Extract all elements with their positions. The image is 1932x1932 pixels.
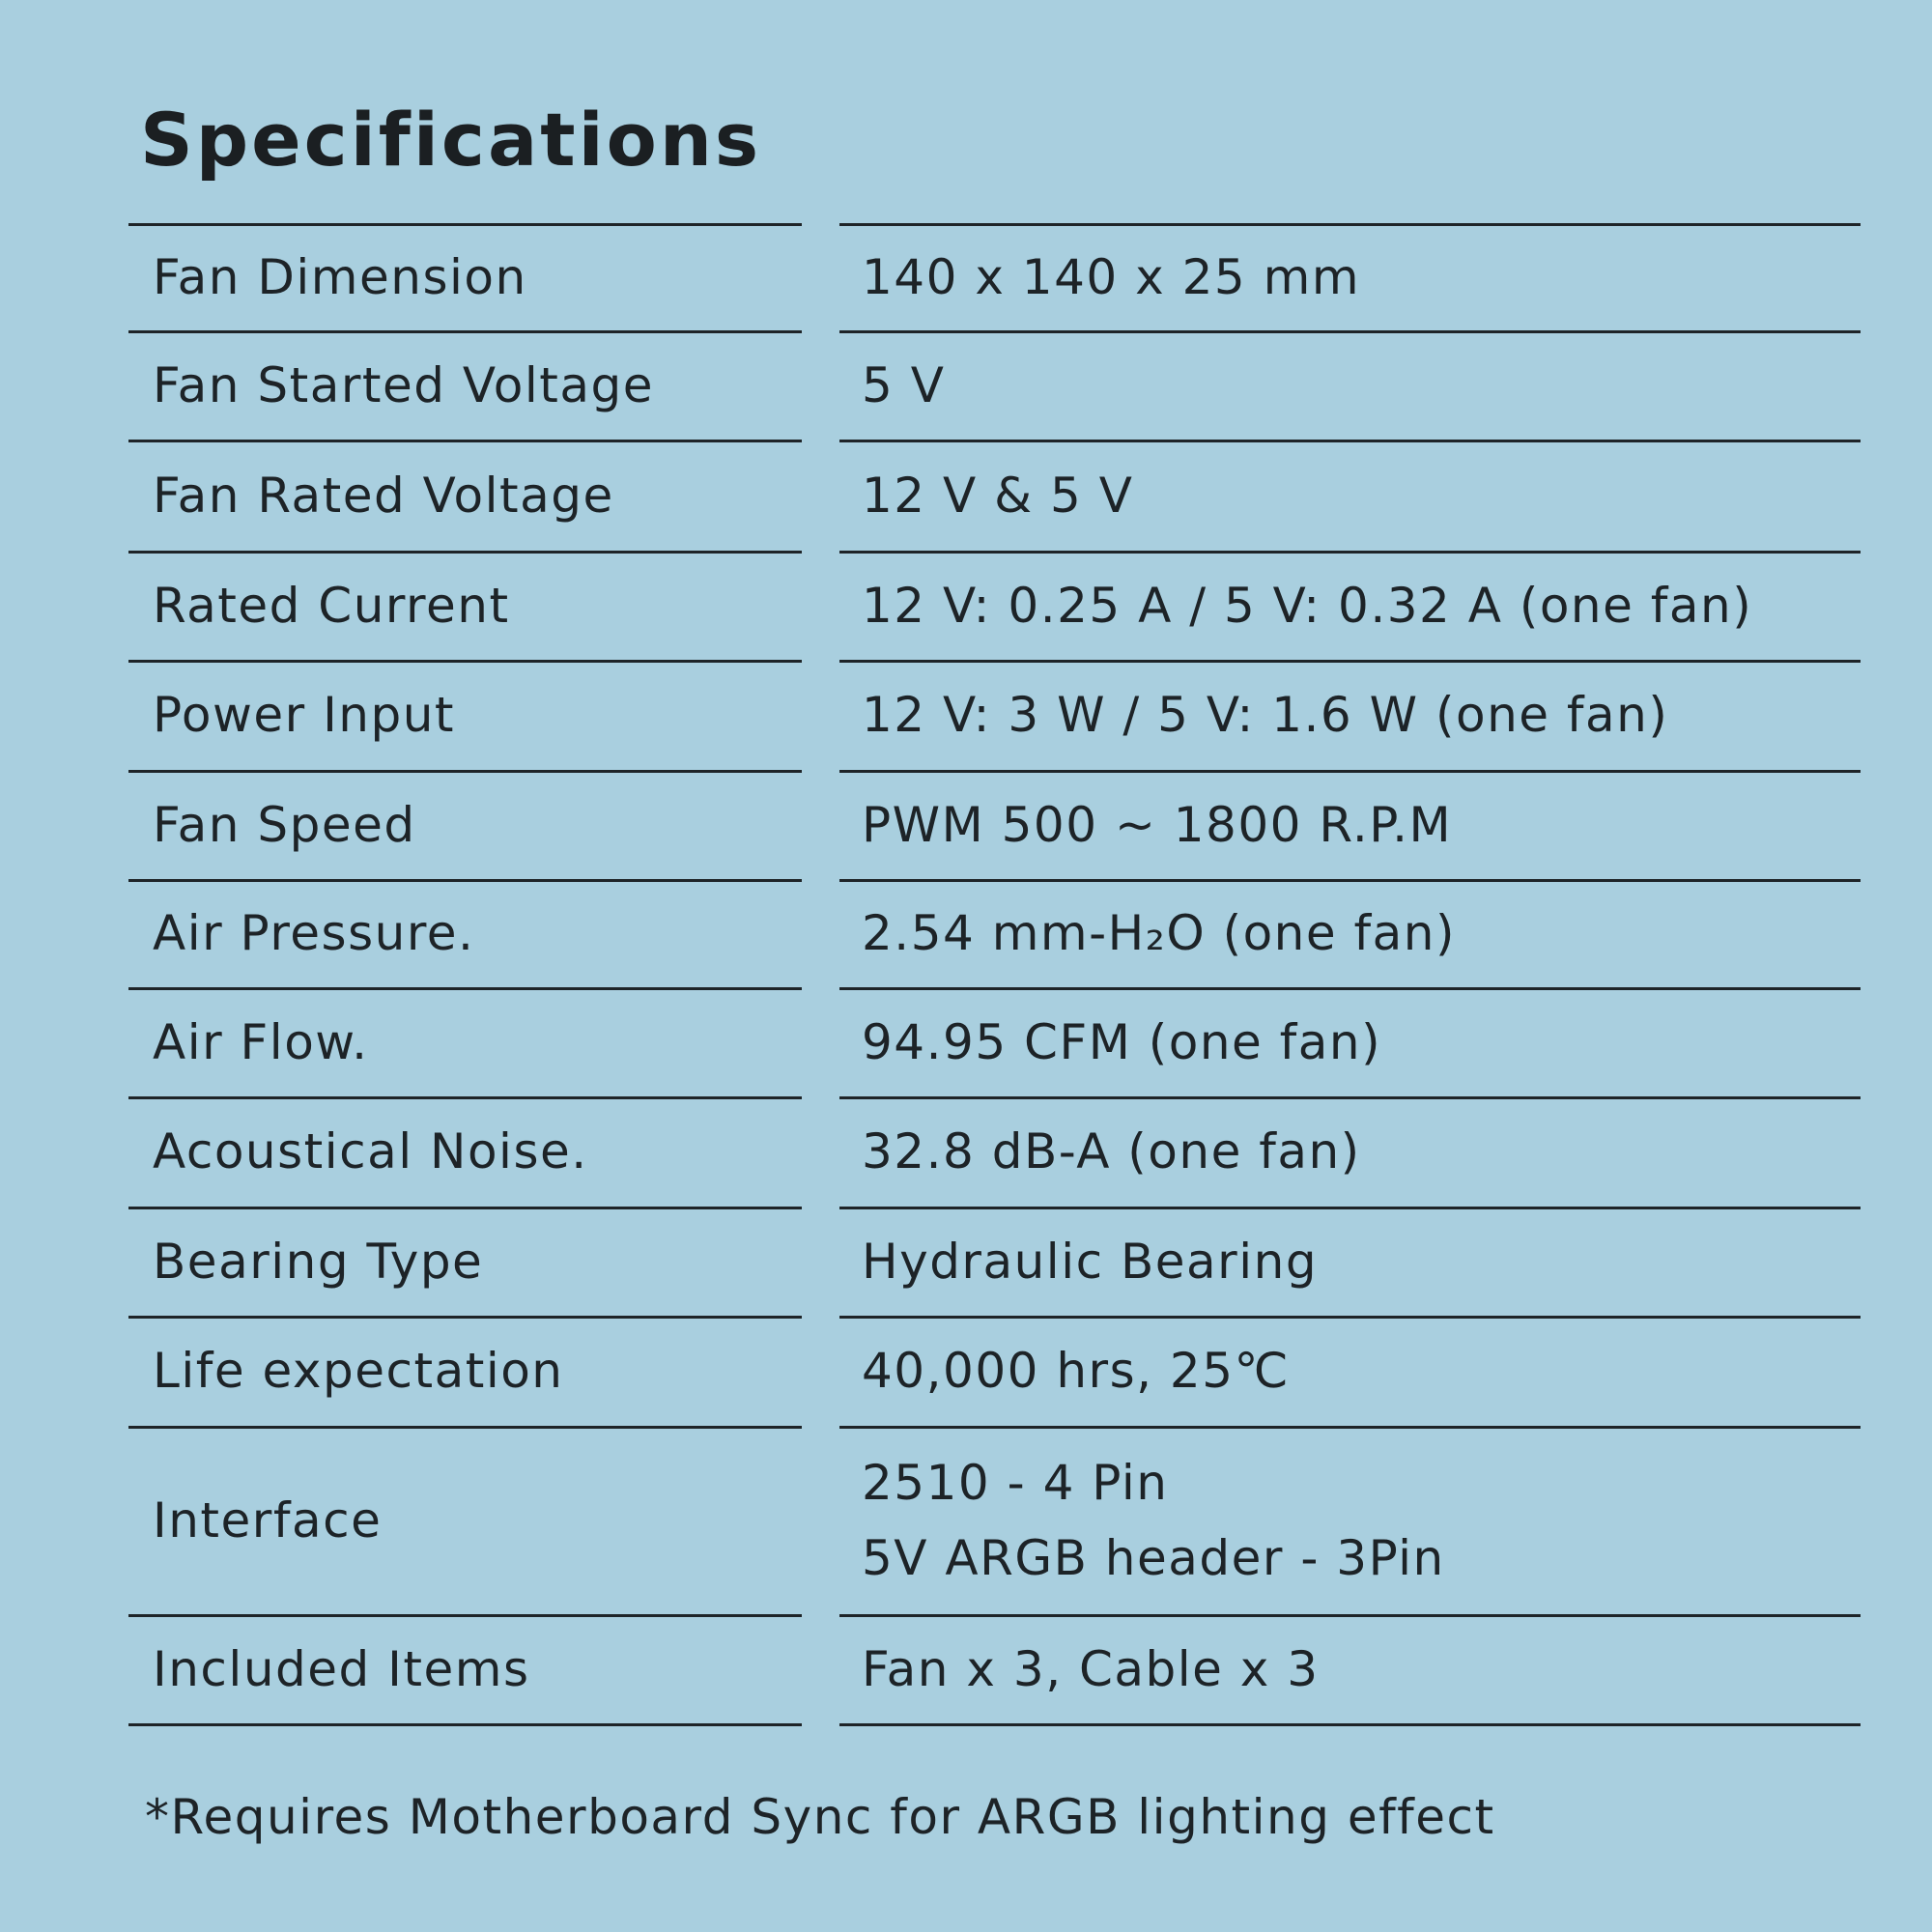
spec-value-life-expectation: 40,000 hrs, 25℃ [862, 1343, 1291, 1399]
spec-value-fan-dimension: 140 x 140 x 25 mm [862, 248, 1361, 305]
spec-value-line: 2510 - 4 Pin [862, 1454, 1169, 1511]
spec-value-fan-speed: PWM 500 ~ 1800 R.P.M [862, 796, 1453, 853]
spec-value-fan-rated-voltage: 12 V & 5 V [862, 467, 1134, 524]
table-rule-left [128, 1096, 802, 1099]
table-rule-right [839, 987, 1861, 990]
spec-label-fan-speed: Fan Speed [153, 796, 416, 853]
table-rule-left [128, 879, 802, 882]
table-rule-left [128, 440, 802, 442]
table-rule-right [839, 1096, 1861, 1099]
spec-value-rated-current: 12 V: 0.25 A / 5 V: 0.32 A (one fan) [862, 577, 1753, 634]
spec-value-air-flow: 94.95 CFM (one fan) [862, 1013, 1382, 1070]
spec-value-air-pressure: 2.54 mm-H₂O (one fan) [862, 905, 1456, 961]
table-rule-right [839, 440, 1861, 442]
page-title: Specifications [140, 97, 762, 183]
table-rule-left [128, 330, 802, 333]
table-rule-right [839, 1316, 1861, 1319]
table-rule-left [128, 660, 802, 663]
table-rule-right [839, 223, 1861, 226]
spec-label-fan-dimension: Fan Dimension [153, 248, 527, 305]
spec-value-line: 5V ARGB header - 3Pin [862, 1529, 1445, 1586]
table-rule-right [839, 660, 1861, 663]
footnote: *Requires Motherboard Sync for ARGB lighting effect [145, 1789, 1495, 1845]
table-rule-left [128, 1426, 802, 1429]
table-rule-left [128, 1614, 802, 1617]
table-rule-left [128, 551, 802, 554]
table-rule-right [839, 1207, 1861, 1209]
spec-value-interface [862, 1445, 1445, 1596]
table-rule-left [128, 223, 802, 226]
table-rule-left [128, 1316, 802, 1319]
table-rule-left [128, 770, 802, 773]
spec-value-acoustical-noise: 32.8 dB-A (one fan) [862, 1123, 1361, 1179]
table-rule-right [839, 879, 1861, 882]
spec-label-bearing-type: Bearing Type [153, 1233, 484, 1290]
spec-value-bearing-type: Hydraulic Bearing [862, 1233, 1319, 1290]
table-rule-right [839, 1426, 1861, 1429]
spec-label-acoustical-noise: Acoustical Noise. [153, 1123, 588, 1179]
spec-label-rated-current: Rated Current [153, 577, 510, 634]
table-rule-left [128, 987, 802, 990]
table-rule-right [839, 551, 1861, 554]
spec-value-included-items: Fan x 3, Cable x 3 [862, 1640, 1320, 1697]
table-rule-left [128, 1207, 802, 1209]
spec-label-air-pressure: Air Pressure. [153, 905, 475, 961]
table-rule-left [128, 1723, 802, 1726]
spec-label-fan-rated-voltage: Fan Rated Voltage [153, 467, 614, 524]
table-rule-right [839, 1614, 1861, 1617]
spec-label-interface: Interface [153, 1492, 383, 1548]
spec-label-air-flow: Air Flow. [153, 1013, 369, 1070]
spec-label-fan-started-voltage: Fan Started Voltage [153, 356, 654, 413]
table-rule-right [839, 1723, 1861, 1726]
spec-label-power-input: Power Input [153, 687, 456, 743]
table-rule-right [839, 330, 1861, 333]
spec-label-included-items: Included Items [153, 1640, 530, 1697]
spec-value-fan-started-voltage: 5 V [862, 356, 946, 413]
table-rule-right [839, 770, 1861, 773]
spec-label-life-expectation: Life expectation [153, 1343, 564, 1399]
spec-value-power-input: 12 V: 3 W / 5 V: 1.6 W (one fan) [862, 687, 1669, 743]
